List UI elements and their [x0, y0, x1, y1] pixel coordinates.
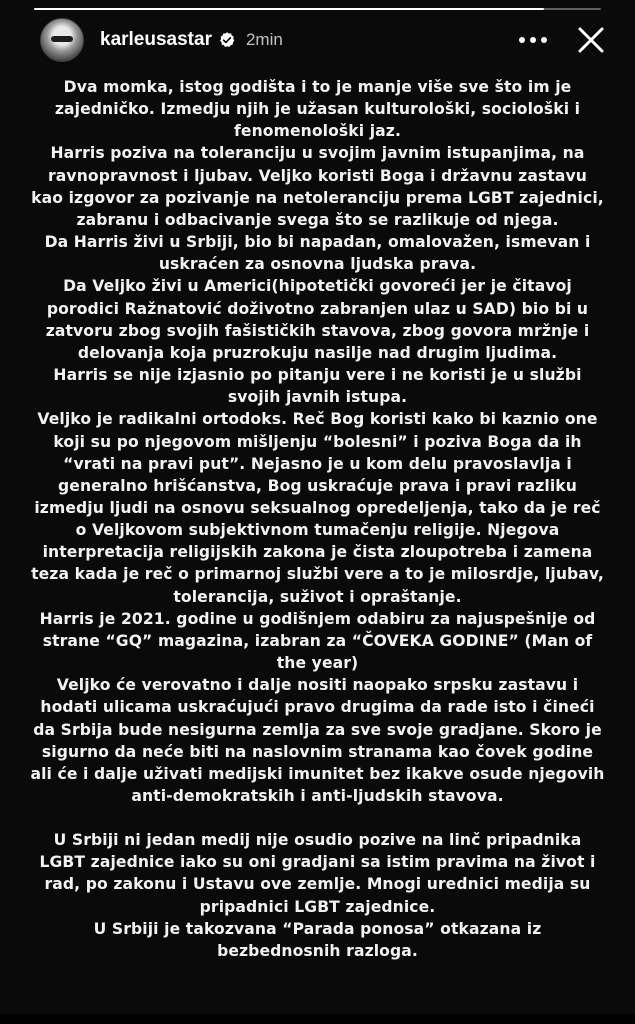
story-text-content [30, 76, 605, 962]
paragraph: Dva momka, istog godišta i to je manje više sve što im je zajedničko. Izmedju njih je užasan kulturološki, sociološki i fenomenološki jaz. [54, 78, 581, 141]
post-time: 2min [245, 30, 283, 49]
paragraph: Veljko će verovatno i dalje nositi naopako srpsku zastavu i hodati ulicama uskraćujući pravo drugima da rade isto i čineći da Srbija bude nesigurna zemlja za sve svoje gradjane. Skoro je sigurno da neće biti na naslovnim stranama kao čovek godine ali će i dalje uživati medijski imunitet bez ikakve osude njegovih anti-demokratskih i anti-ljudskih stavova. [30, 676, 605, 805]
spacer [30, 807, 605, 829]
paragraph: U Srbiji ni jedan medij nije osudio pozive na linč pripadnika LGBT zajednice iako su oni gradjani sa istim pravima na život i rad, po zakonu i Ustavu ove zemlje. Mnogi urednici medija su pripadnici LGBT zajednice. [39, 831, 596, 916]
close-icon[interactable] [573, 22, 609, 58]
paragraph: Harris poziva na toleranciju u svojim javnim istupanjima, na ravnopravnost i ljubav. Veljko koristi Boga i državnu zastavu kao izgovor za pozivanje na netoleranciju prema LGBT zajednici, zabranu i odbacivanje svega što se razlikuje od njega. [31, 144, 604, 229]
story-header [40, 18, 611, 62]
avatar[interactable] [40, 18, 84, 62]
more-dots-icon[interactable] [515, 22, 551, 58]
paragraph: U Srbiji je takozvana “Parada ponosa” otkazana iz bezbednosnih razloga. [93, 919, 542, 960]
story-progress-fill [34, 8, 544, 10]
story-progress-bar [34, 8, 601, 10]
paragraph: Da Harris živi u Srbiji, bio bi napadan, omalovažen, ismevan i uskraćen za osnovna ljudska prava. [44, 233, 591, 274]
username[interactable]: karleusastar [100, 29, 212, 50]
paragraph: Da Veljko živi u Americi(hipotetički govoreći jer je čitavoj porodici Ražnatović doživotno zabranjen ulaz u SAD) bio bi u zatvoru zbog svojih fašističkih stavova, zbog govora mržnje i delovanja koja pruzrokuju nasilje nad drugim ljudima. [45, 277, 590, 362]
paragraph: Harris je 2021. godine u godišnjem odabiru za najuspešnije od strane “GQ” magazina, izabran za “ČOVEKA GODINE” (Man of the year) [39, 609, 596, 673]
verified-badge-icon [218, 31, 236, 49]
paragraph: Veljko je radikalni ortodoks. Reč Bog koristi kako bi kaznio one koji su po njegovom mišljenju “bolesni” i poziva Boga da ih “vrati na pravi put”. Nejasno je u kom delu pravoslavlja i generalno hrišćanstva, Bog uskraćuje prava i pravi razliku izmedju ljudi na osnovu seksualnog opredeljenja, tako da je reč o Veljkovom subjektivnom tumačenju religije. Njegova interpretacija religijskih zakona je čista zloupotreba i zamena teza kada je reč o primarnoj službi vere a to je milosrdje, ljubav, tolerancija, suživot i opraštanje. [31, 410, 604, 606]
bottom-bar [0, 1014, 635, 1024]
paragraph: Harris se nije izjasnio po pitanju vere i ne koristi je u službi svojih javnih istupa. [53, 366, 582, 407]
